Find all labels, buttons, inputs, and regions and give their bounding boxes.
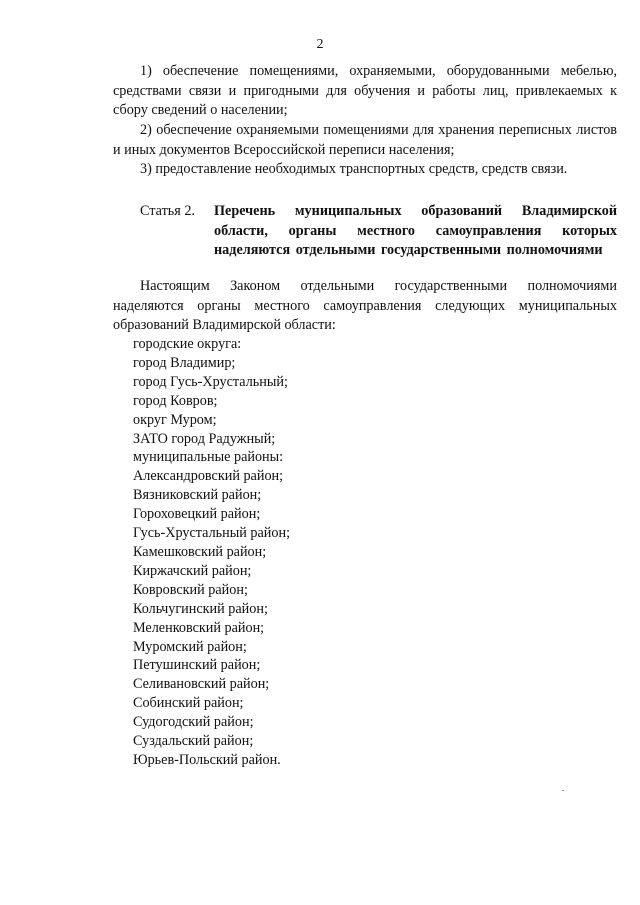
municipality-list bbox=[133, 335, 290, 770]
article-title: Перечень муниципальных образований Владимирской области, органы местного самоуправления которых наделяются отдельными государственными полномочиями bbox=[214, 203, 617, 258]
municipality-item: город Ковров; bbox=[133, 392, 218, 409]
paragraph-item-3: 3) предоставление необходимых транспортных средств, средств связи. bbox=[140, 161, 568, 177]
municipality-item: Вязниковский район; bbox=[133, 487, 262, 504]
municipality-item: Собинский район; bbox=[133, 695, 244, 712]
article-intro: Настоящим Законом отдельными государственными полномочиями наделяются органы местного самоуправления следующих муниципальных образований Владимирской области: bbox=[113, 278, 617, 333]
paragraph-item-1: 1) обеспечение помещениями, охраняемыми, оборудованными мебелью, средствами связи и пригодными для обучения и работы лиц, привлекаемых к сбору сведений о населении; bbox=[113, 63, 617, 118]
municipality-item: округ Муром; bbox=[133, 411, 217, 428]
municipality-item: Муромский район; bbox=[133, 638, 247, 655]
scan-speck bbox=[562, 790, 564, 791]
municipality-item: Камешковский район; bbox=[133, 543, 267, 560]
municipality-item: Меленковский район; bbox=[133, 619, 265, 636]
municipality-item: Суздальский район; bbox=[133, 733, 254, 750]
municipality-item: город Гусь-Хрустальный; bbox=[133, 373, 288, 390]
municipality-item: Киржачский район; bbox=[133, 562, 252, 579]
municipality-item: Ковровский район; bbox=[133, 581, 248, 598]
municipality-item: Гусь-Хрустальный район; bbox=[133, 525, 291, 542]
municipality-item: Юрьев-Польский район. bbox=[133, 751, 281, 768]
municipality-item: Александровский район; bbox=[133, 468, 284, 485]
municipality-item: Судогодский район; bbox=[133, 714, 254, 731]
municipality-item: городские округа: bbox=[133, 336, 242, 352]
municipality-item: Гороховецкий район; bbox=[133, 506, 261, 523]
paragraph-item-2: 2) обеспечение охраняемыми помещениями для хранения переписных листов и иных документов Всероссийской переписи населения; bbox=[113, 122, 617, 158]
article-label: Статья 2. bbox=[140, 203, 195, 219]
municipality-item: ЗАТО город Радужный; bbox=[133, 430, 276, 447]
municipality-item: Кольчугинский район; bbox=[133, 600, 268, 617]
municipality-item: муниципальные районы: bbox=[133, 449, 284, 466]
municipality-item: Петушинский район; bbox=[133, 657, 261, 674]
page-number: 2 bbox=[316, 37, 324, 52]
municipality-item: город Владимир; bbox=[133, 354, 236, 371]
municipality-item: Селивановский район; bbox=[133, 676, 270, 693]
